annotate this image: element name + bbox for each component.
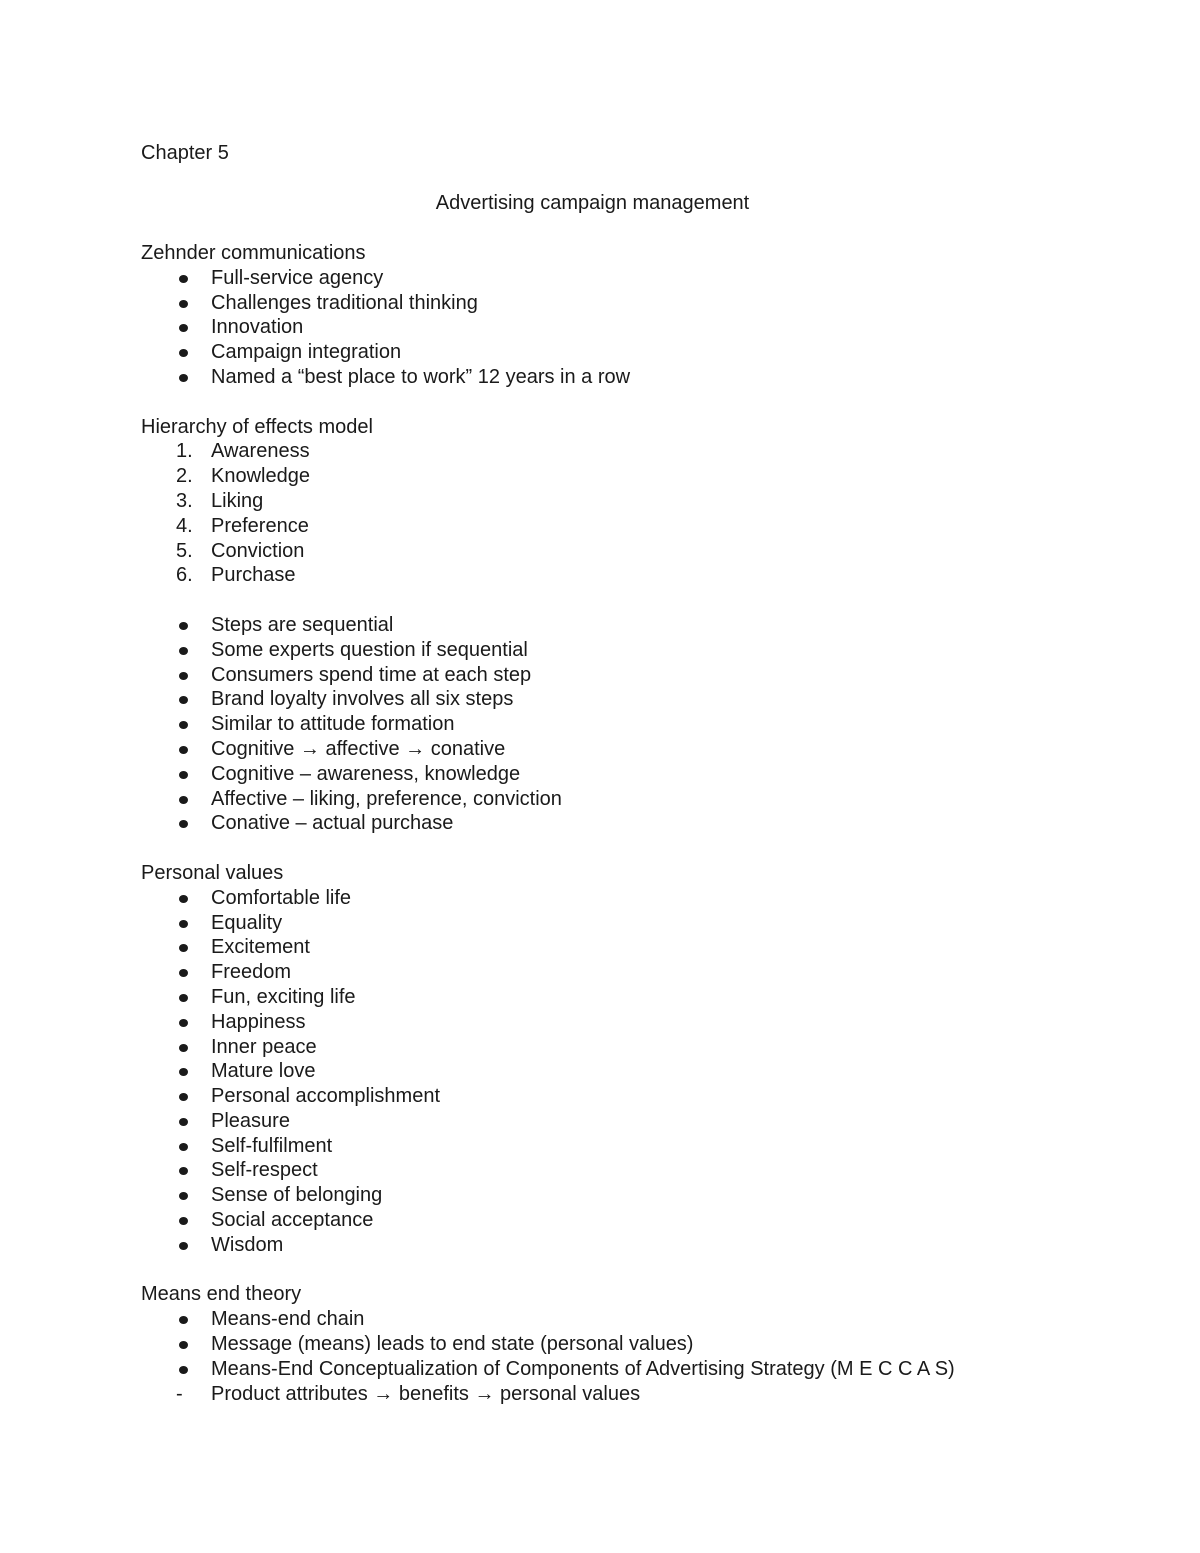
document-title: Advertising campaign management — [435, 192, 750, 214]
list-item-text: Message (means) leads to end state (personal values) — [211, 1333, 694, 1356]
list-item — [141, 1134, 1161, 1159]
bullet-icon — [179, 1242, 188, 1250]
list-item-text: Affective – liking, preference, conviction — [211, 787, 562, 810]
list-item — [141, 687, 1161, 712]
bullet-icon — [179, 1118, 188, 1126]
bullet-icon — [179, 1019, 188, 1027]
section-means-end — [141, 1282, 1161, 1406]
bullet-icon — [179, 944, 188, 952]
list-item — [141, 1233, 1161, 1258]
list-number: 1. — [176, 440, 193, 463]
list-number: 5. — [176, 539, 193, 562]
list-item — [141, 911, 1161, 936]
bullet-icon — [179, 1068, 188, 1076]
section-heading: Hierarchy of effects model — [141, 415, 373, 438]
list-item — [141, 1010, 1161, 1035]
section-heading: Zehnder communications — [141, 242, 366, 264]
bullet-icon — [179, 300, 188, 308]
list-item — [141, 1059, 1161, 1084]
list-item — [141, 1382, 1161, 1407]
list-item-text: Cognitive – awareness, knowledge — [211, 762, 521, 785]
list-item — [141, 1084, 1161, 1109]
bullet-icon — [179, 647, 188, 655]
bullet-icon — [179, 374, 188, 382]
list-item-text: Self-respect — [211, 1159, 318, 1182]
section-zehnder — [141, 241, 1161, 390]
list-item — [141, 1357, 1161, 1382]
list-item — [141, 1158, 1161, 1183]
bullet-icon — [179, 275, 188, 283]
chapter-label: Chapter 5 — [141, 142, 229, 164]
list-item — [141, 266, 1161, 291]
list-item-text: Mature love — [211, 1060, 316, 1083]
list-item-text: Product attributes → benefits → personal values — [211, 1382, 641, 1405]
list-item — [141, 737, 1161, 762]
bullet-icon — [179, 1366, 188, 1374]
list-item-text: Wisdom — [211, 1233, 284, 1256]
list-item — [141, 1035, 1161, 1060]
list-item — [141, 712, 1161, 737]
list-item-text: Freedom — [211, 961, 292, 984]
list-number: 3. — [176, 489, 193, 512]
list-item — [141, 638, 1161, 663]
bullet-icon — [179, 1192, 188, 1200]
bullet-list — [141, 886, 1161, 1258]
list-item — [141, 811, 1161, 836]
list-item-text: Pleasure — [211, 1109, 290, 1132]
list-item-text: Excitement — [211, 936, 310, 959]
bullet-icon — [179, 820, 188, 828]
bullet-icon — [179, 672, 188, 680]
list-item-text: Campaign integration — [211, 341, 402, 364]
list-item-text: Preference — [211, 514, 309, 537]
list-item-text: Cognitive → affective → conative — [211, 737, 506, 760]
bullet-icon — [179, 622, 188, 630]
bullet-list — [141, 266, 1161, 390]
list-item — [141, 663, 1161, 688]
list-item-text: Personal accomplishment — [211, 1085, 440, 1108]
list-item-text: Brand loyalty involves all six steps — [211, 688, 514, 711]
bullet-icon — [179, 721, 188, 729]
list-item-text: Purchase — [211, 564, 296, 587]
list-item-text: Comfortable life — [211, 886, 352, 909]
section-heading: Personal values — [141, 861, 284, 884]
list-item-text: Innovation — [211, 316, 304, 339]
list-item-text: Some experts question if sequential — [211, 638, 528, 661]
list-item — [141, 315, 1161, 340]
list-item — [141, 365, 1161, 390]
bullet-icon — [179, 349, 188, 357]
list-item-text: Challenges traditional thinking — [211, 291, 478, 314]
list-item-text: Similar to attitude formation — [211, 713, 455, 736]
list-item-text: Means-End Conceptualization of Components of Advertising Strategy (M E C C A S) — [211, 1357, 955, 1380]
bullet-icon — [179, 1044, 188, 1052]
bullet-icon — [179, 746, 188, 754]
list-item-text: Fun, exciting life — [211, 985, 356, 1008]
list-item — [141, 787, 1161, 812]
bullet-list — [141, 613, 1161, 836]
list-item-text: Self-fulfilment — [211, 1134, 333, 1157]
spacer — [141, 588, 1161, 613]
spacer — [141, 836, 1161, 861]
list-item — [141, 1183, 1161, 1208]
section-personal-values — [141, 861, 1161, 1258]
bullet-icon — [179, 1217, 188, 1225]
list-item — [141, 1109, 1161, 1134]
list-item-text: Conviction — [211, 539, 305, 562]
spacer — [141, 390, 1161, 415]
document-body — [141, 241, 1161, 1406]
list-item-text: Conative – actual purchase — [211, 812, 454, 835]
numbered-list — [141, 439, 1161, 588]
list-item — [141, 514, 1161, 539]
list-item — [141, 291, 1161, 316]
list-item-text: Happiness — [211, 1010, 306, 1033]
list-item-text: Liking — [211, 489, 264, 512]
dash-marker: - — [176, 1382, 183, 1405]
list-item — [141, 439, 1161, 464]
list-item-text: Sense of belonging — [211, 1184, 383, 1207]
bullet-icon — [179, 969, 188, 977]
bullet-icon — [179, 1093, 188, 1101]
list-item-text: Awareness — [211, 440, 310, 463]
list-item-text: Steps are sequential — [211, 613, 394, 636]
bullet-list — [141, 1307, 1161, 1406]
bullet-icon — [179, 324, 188, 332]
bullet-icon — [179, 1316, 188, 1324]
list-item — [141, 1208, 1161, 1233]
bullet-icon — [179, 1167, 188, 1175]
list-item — [141, 563, 1161, 588]
section-heading: Means end theory — [141, 1283, 302, 1306]
bullet-icon — [179, 696, 188, 704]
list-item — [141, 886, 1161, 911]
list-item — [141, 1332, 1161, 1357]
list-number: 6. — [176, 564, 193, 587]
list-item — [141, 464, 1161, 489]
list-item — [141, 489, 1161, 514]
bullet-icon — [179, 1341, 188, 1349]
list-item-text: Equality — [211, 911, 283, 934]
bullet-icon — [179, 771, 188, 779]
list-number: 2. — [176, 465, 193, 488]
list-item — [141, 935, 1161, 960]
list-item-text: Consumers spend time at each step — [211, 663, 532, 686]
list-item-text: Full-service agency — [211, 266, 384, 289]
bullet-icon — [179, 1143, 188, 1151]
list-item — [141, 340, 1161, 365]
bullet-icon — [179, 895, 188, 903]
list-item — [141, 960, 1161, 985]
list-number: 4. — [176, 514, 193, 537]
bullet-icon — [179, 920, 188, 928]
list-item — [141, 985, 1161, 1010]
spacer — [141, 1258, 1161, 1283]
bullet-icon — [179, 994, 188, 1002]
list-item-text: Inner peace — [211, 1035, 317, 1058]
section-hierarchy — [141, 415, 1161, 837]
list-item-text: Knowledge — [211, 465, 310, 488]
list-item — [141, 1307, 1161, 1332]
list-item — [141, 539, 1161, 564]
list-item — [141, 762, 1161, 787]
bullet-icon — [179, 796, 188, 804]
list-item-text: Social acceptance — [211, 1209, 374, 1232]
list-item-text: Means-end chain — [211, 1308, 365, 1331]
list-item-text: Named a “best place to work” 12 years in a row — [211, 365, 631, 388]
list-item — [141, 613, 1161, 638]
